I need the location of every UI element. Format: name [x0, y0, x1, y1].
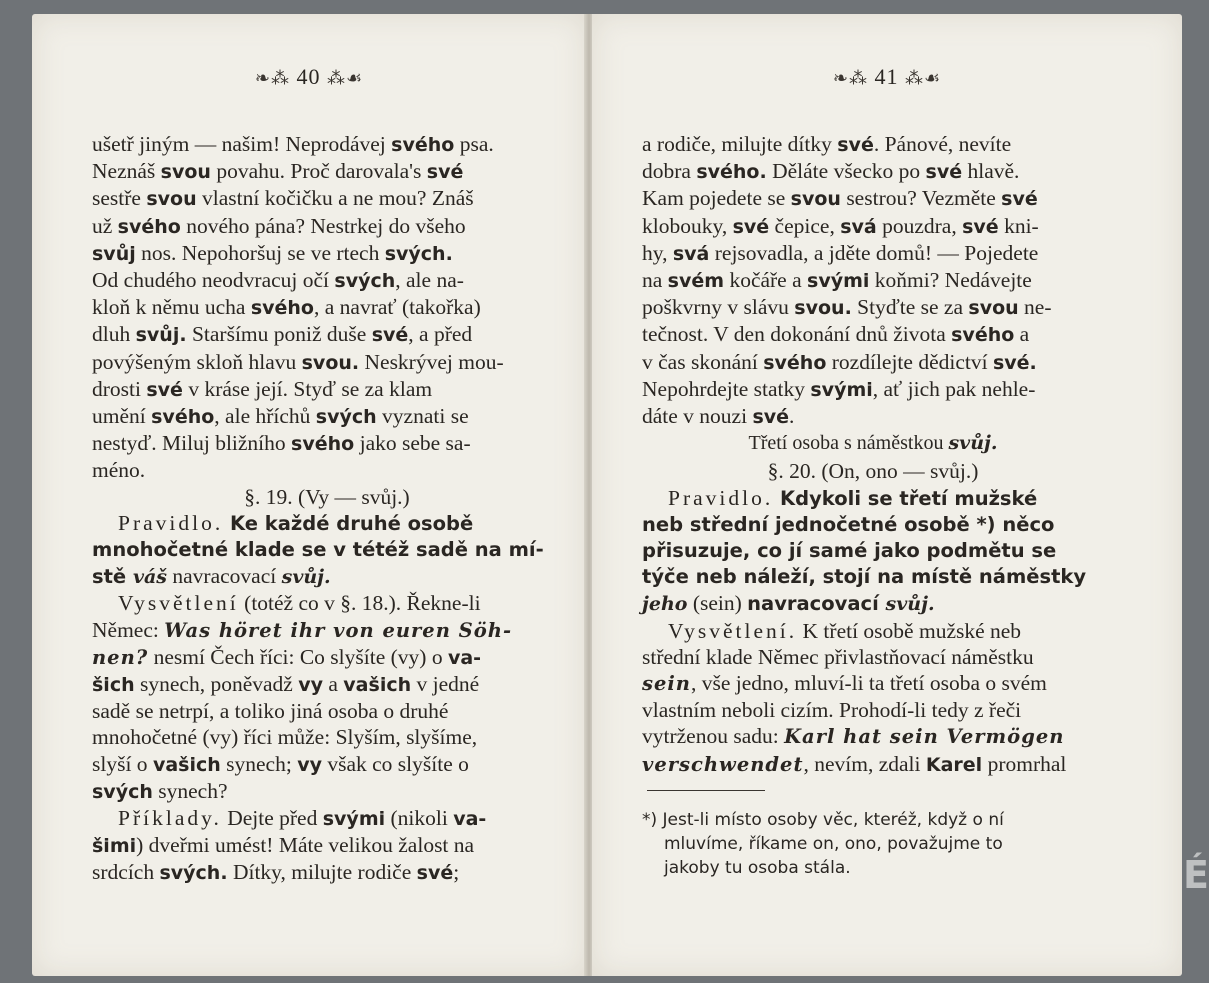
text-line: a rodiče, milujte dítky své. Pánové, nevíte: [642, 132, 1012, 156]
text-line: Od chudého neodvracuj očí svých, ale na-: [92, 268, 464, 293]
text-line: tečnost. V den dokonání dnů života svého a: [642, 322, 1030, 347]
text-line: nestyď. Miluj bližního svého jako sebe sa-: [92, 431, 471, 456]
watermark-letter: É: [1183, 853, 1209, 897]
footnote-rule: [647, 790, 765, 791]
right-page: [592, 14, 1182, 976]
explain-line: mnohočetné (vy) říci může: Slyším, slyšíme,: [92, 725, 478, 750]
text-line: na svém kočáře a svými koňmi? Nedávejte: [642, 268, 1032, 293]
section-heading: §. 20. (On, ono — svůj.): [767, 459, 979, 484]
text-line: kloň k němu ucha svého, a navrať (takořka): [92, 295, 481, 320]
text-line: dobra svého. Děláte všecko po své hlavě.: [642, 159, 1020, 184]
ornament-icon: ❧⁂: [254, 68, 290, 89]
explain-line: svých synech?: [92, 778, 228, 803]
text-line: v čas skonání svého rozdílejte dědictví své.: [642, 349, 1037, 374]
rule-line: Pravidlo. Kdykoli se třetí mužské: [668, 485, 1038, 510]
text-line: umění svého, ale hříchů svých vyznati se: [92, 404, 469, 429]
page-header: [592, 64, 1182, 90]
text-line: svůj nos. Nepohoršuj se ve rtech svých.: [92, 240, 453, 265]
explain-line: sadě se netrpí, a toliko jiná osoba o druhé: [92, 699, 449, 724]
text-line: sestře svou vlastní kočičku a ne mou? Znáš: [92, 186, 474, 211]
explain-line: Němec: Was höret ihr von euren Söh-: [92, 617, 513, 642]
rule-line: mnohočetné klade se v tétéž sadě na mí-: [92, 538, 544, 562]
explain-line: sein, vše jedno, mluví-li ta třetí osoba o svém: [642, 671, 1047, 696]
page-number: 41: [874, 64, 899, 89]
explain-line: nen? nesmí Čech říci: Co slyšíte (vy) o va-: [92, 644, 482, 669]
text-line: klobouky, své čepice, svá pouzdra, své kni-: [642, 213, 1039, 238]
subheading: Třetí osoba s náměstkou svůj.: [748, 432, 998, 455]
text-line: hy, svá rejsovadla, a jděte domů! — Pojedete: [642, 240, 1039, 265]
ornament-icon: ❧⁂: [832, 68, 868, 89]
ornament-icon: ⁂☙: [326, 68, 364, 89]
left-page: [32, 14, 586, 976]
footnote-line: *) Jest-li místo osoby věc, kteréž, když o ní: [642, 810, 1004, 830]
page-header: [32, 64, 586, 90]
text-line: Nepohrdejte statky svými, ať jich pak nehle-: [642, 376, 1036, 401]
explain-line: verschwendet, nevím, zdali Karel promrhal: [642, 751, 1067, 776]
rule-line: neb střední jednočetné osobě *) něco: [642, 512, 1055, 536]
rule-line: stě váš navracovací svůj.: [92, 564, 331, 589]
explain-line: Vysvětlení (totéž co v §. 18.). Řekne-li: [118, 591, 481, 616]
example-line: srdcích svých. Dítky, milujte rodiče své;: [92, 860, 460, 885]
text-line: dluh svůj. Staršímu poniž duše své, a před: [92, 322, 473, 347]
text-line: poškvrny v slávu svou. Styďte se za svou ne-: [642, 295, 1052, 320]
explain-line: střední klade Němec přivlastňovací náměstku: [642, 644, 1034, 669]
footnote-line: mluvíme, říkame on, ono, považujme to: [664, 834, 1003, 854]
ornament-icon: ⁂☙: [904, 68, 942, 89]
text-line: drosti své v kráse její. Styď se za klam: [92, 376, 433, 401]
footnote: [642, 808, 1104, 880]
page-number: 40: [296, 64, 321, 89]
rule-line: přisuzuje, co jí samé jako podmětu se: [642, 539, 1057, 563]
example-line: Příklady. Dejte před svými (nikoli va-: [118, 806, 487, 831]
left-body-text: [92, 131, 562, 887]
rule-line: týče neb náleží, stojí na místě náměstky: [642, 565, 1087, 589]
example-line: šimi) dveřmi umést! Máte velikou žalost na: [92, 833, 475, 858]
explain-line: slyší o vašich synech; vy však co slyšíte o: [92, 751, 469, 776]
text-line: dáte v nouzi své.: [642, 404, 795, 429]
explain-line: vlastním neboli cizím. Prohodí-li tedy z řeči: [642, 698, 1022, 723]
explain-line: vytrženou sadu: Karl hat sein Vermögen: [642, 724, 1065, 749]
rule-line: Pravidlo. Ke každé druhé osobě: [118, 510, 474, 535]
explain-line: Vysvětlení. K třetí osobě mužské neb: [668, 618, 1022, 643]
text-line: povýšeným skloň hlavu svou. Neskrývej mou-: [92, 349, 504, 374]
right-body-text: [642, 131, 1104, 778]
footnote-line: jakoby tu osoba stála.: [664, 858, 851, 878]
text-line: ušetř jiným — našim! Neprodávej svého psa.: [92, 132, 494, 156]
rule-line: jeho (sein) navracovací svůj.: [642, 591, 935, 616]
explain-line: šich synech, poněvadž vy a vašich v jedné: [92, 672, 480, 697]
text-line: méno.: [92, 458, 146, 483]
section-heading: §. 19. (Vy — svůj.): [244, 484, 410, 509]
text-line: Kam pojedete se svou sestrou? Vezměte své: [642, 186, 1038, 211]
text-line: už svého nového pána? Nestrkej do všeho: [92, 213, 466, 238]
text-line: Neznáš svou povahu. Proč darovala's své: [92, 159, 464, 184]
